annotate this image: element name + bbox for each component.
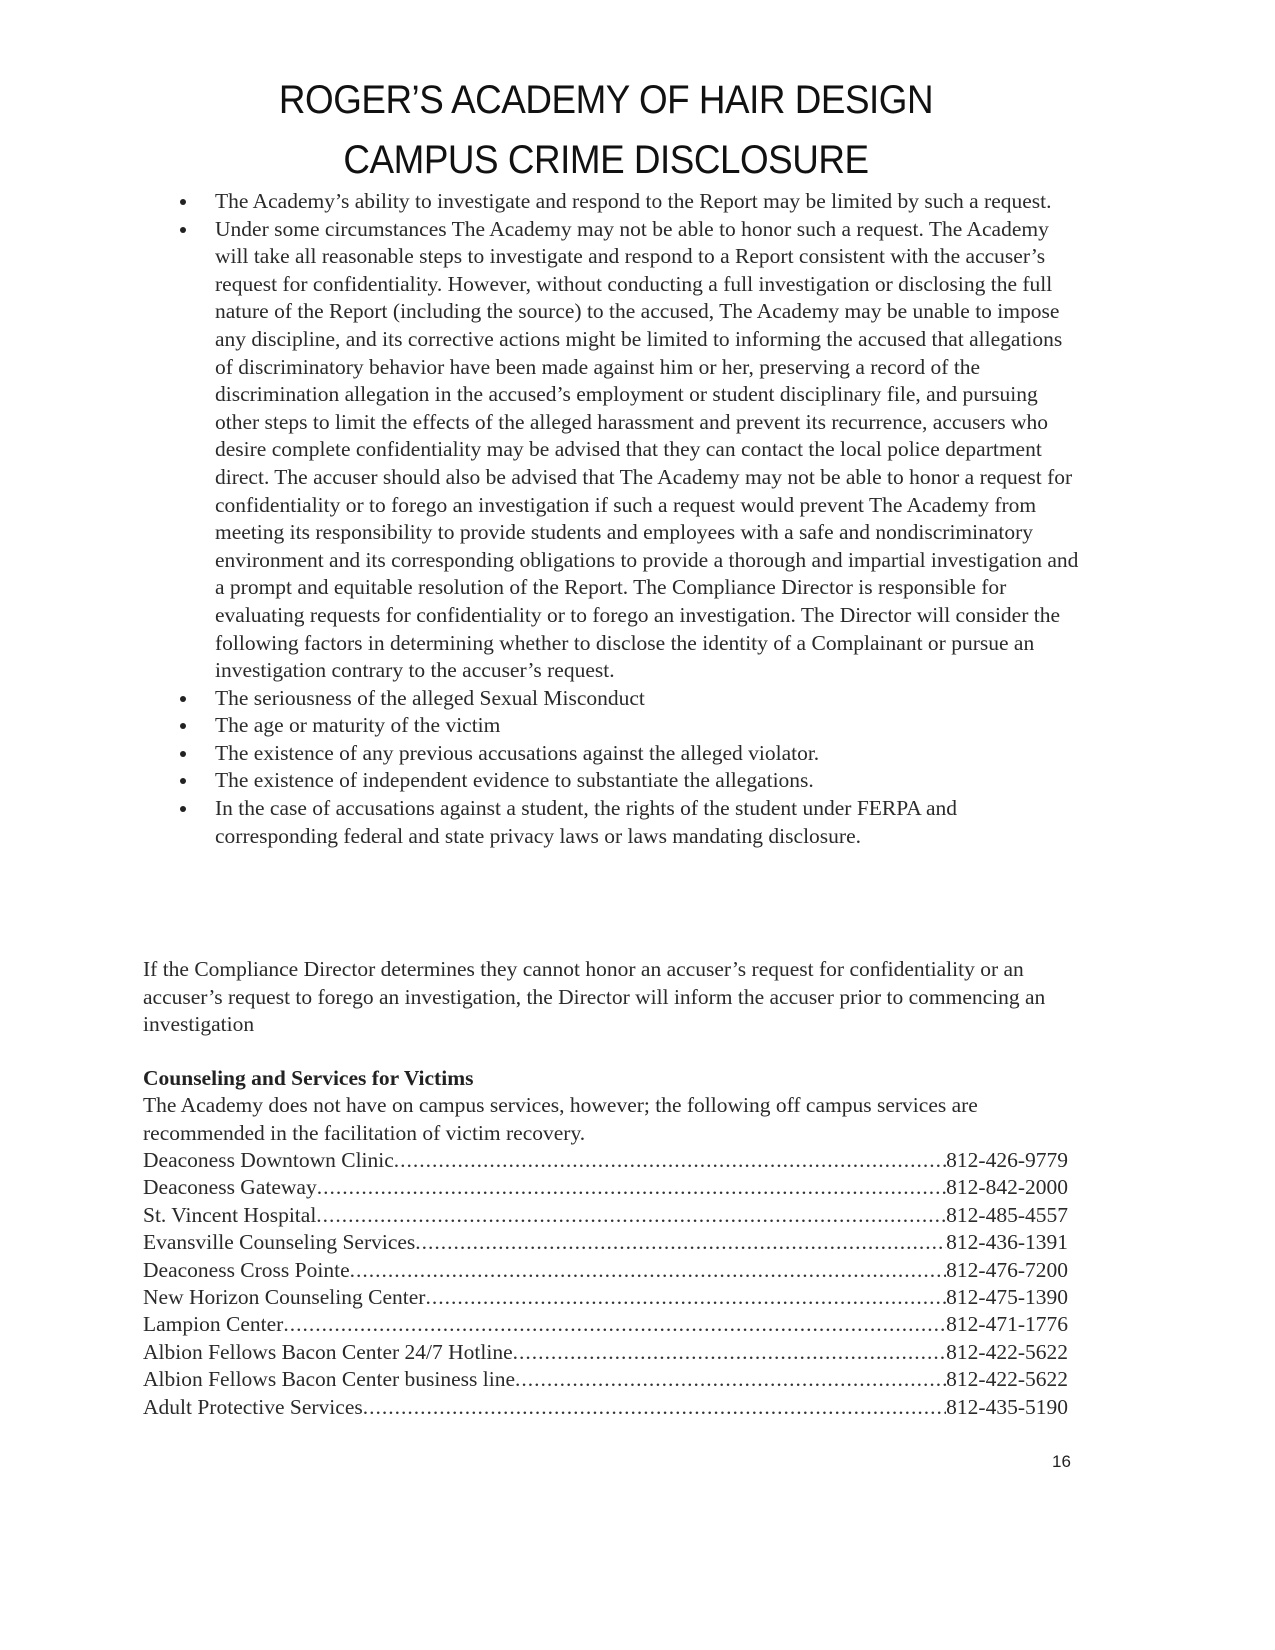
counseling-heading: Counseling and Services for Victims <box>143 1066 474 1090</box>
bullet-icon <box>180 751 186 757</box>
service-row <box>143 1229 1068 1256</box>
dot-leader <box>425 1284 946 1311</box>
bullet-icon <box>180 227 186 233</box>
service-row <box>143 1174 1068 1201</box>
service-row <box>143 1394 1068 1421</box>
service-phone: 812-422-5622 <box>946 1367 1068 1392</box>
service-name: Albion Fellows Bacon Center 24/7 Hotline <box>143 1339 513 1364</box>
bullet-item: The seriousness of the alleged Sexual Misconduct <box>143 685 1083 713</box>
service-phone: 812-476-7200 <box>946 1257 1068 1282</box>
counseling-intro: The Academy does not have on campus services, however; the following off campus services are recommended in the facilitation of victim recovery. <box>143 1093 978 1145</box>
service-row <box>143 1366 1068 1393</box>
service-phone: 812-475-1390 <box>946 1284 1068 1309</box>
service-name: Deaconess Downtown Clinic <box>143 1148 394 1172</box>
service-name: New Horizon Counseling Center <box>143 1284 426 1309</box>
bullet-item: The existence of any previous accusations against the alleged violator. <box>143 740 1083 768</box>
confidentiality-bullet-list <box>143 188 1083 850</box>
dot-leader <box>415 1229 946 1256</box>
dot-leader <box>513 1339 947 1366</box>
service-phone: 812-842-2000 <box>946 1175 1068 1200</box>
service-row <box>143 1257 1068 1284</box>
bullet-icon <box>180 199 186 205</box>
bullet-item: The age or maturity of the victim <box>143 712 1083 740</box>
service-phone: 812-485-4557 <box>946 1202 1068 1227</box>
document-subtitle: CAMPUS CRIME DISCLOSURE <box>343 138 869 182</box>
bullet-item: The Academy’s ability to investigate and respond to the Report may be limited by such a request. <box>143 188 1083 216</box>
services-directory <box>143 1147 1068 1421</box>
service-name: Evansville Counseling Services <box>143 1230 416 1255</box>
service-row <box>143 1147 1068 1174</box>
service-row <box>143 1202 1068 1229</box>
document-title: ROGER’S ACADEMY OF HAIR DESIGN <box>278 78 934 122</box>
bullet-item: The existence of independent evidence to substantiate the allegations. <box>143 767 1083 795</box>
service-phone: 812-435-5190 <box>946 1394 1068 1419</box>
service-name: Adult Protective Services <box>143 1394 363 1419</box>
dot-leader <box>350 1257 947 1284</box>
dot-leader <box>363 1394 946 1421</box>
dot-leader <box>283 1311 946 1338</box>
service-name: St. Vincent Hospital <box>143 1202 317 1227</box>
bullet-item: Under some circumstances The Academy may not be able to honor such a request. The Academy will take all reasonable steps to investigate and respond to a Report consistent with the accuser’s request for confidentiality. However, without conducting a full investigation or disclosing the full nature of the Report (including the source) to the accused, The Academy may be unable to impose any discipline, and its corrective actions might be limited to informing the accused that allegations of discriminatory behavior have been made against him or her, preserving a record of the discrimination allegation in the accused’s employment or student disciplinary file, and pursuing other steps to limit the effects of the alleged harassment and prevent its recurrence, accusers who desire complete confidentiality may be advised that they can contact the local police department direct. The accuser should also be advised that The Academy may not be able to honor a request for confidentiality or to forego an investigation if such a request would prevent The Academy from meeting its responsibility to provide students and employees with a safe and nondiscriminatory environment and its corresponding obligations to provide a thorough and impartial investigation and a prompt and equitable resolution of the Report. The Compliance Director is responsible for evaluating requests for confidentiality or to forego an investigation. The Director will consider the following factors in determining whether to disclose the identity of a Complainant or pursue an investigation contrary to the accuser’s request. <box>143 216 1083 685</box>
service-row <box>143 1339 1068 1366</box>
service-phone: 812-471-1776 <box>946 1312 1068 1337</box>
service-row <box>143 1284 1068 1311</box>
dot-leader <box>316 1202 946 1229</box>
bullet-icon <box>180 696 186 702</box>
service-row <box>143 1311 1068 1338</box>
service-name: Albion Fellows Bacon Center business line <box>143 1367 516 1392</box>
bullet-icon <box>180 723 186 729</box>
dot-leader <box>317 1174 946 1201</box>
service-phone: 812-422-5622 <box>946 1339 1068 1364</box>
service-name: Deaconess Gateway <box>143 1175 317 1200</box>
dot-leader <box>515 1366 946 1393</box>
bullet-icon <box>180 778 186 784</box>
bullet-icon <box>180 806 186 812</box>
dot-leader <box>394 1147 946 1174</box>
bullet-item: In the case of accusations against a student, the rights of the student under FERPA and corresponding federal and state privacy laws or laws mandating disclosure. <box>143 795 1083 850</box>
service-name: Lampion Center <box>143 1312 284 1337</box>
director-paragraph: If the Compliance Director determines they cannot honor an accuser’s request for confidentiality or an accuser’s request to forego an investigation, the Director will inform the accuser prior to commencing an investigation <box>143 957 1046 1037</box>
page-number: 16 <box>1052 1452 1071 1471</box>
service-name: Deaconess Cross Pointe <box>143 1257 350 1282</box>
service-phone: 812-426-9779 <box>946 1148 1068 1172</box>
service-phone: 812-436-1391 <box>946 1230 1068 1255</box>
